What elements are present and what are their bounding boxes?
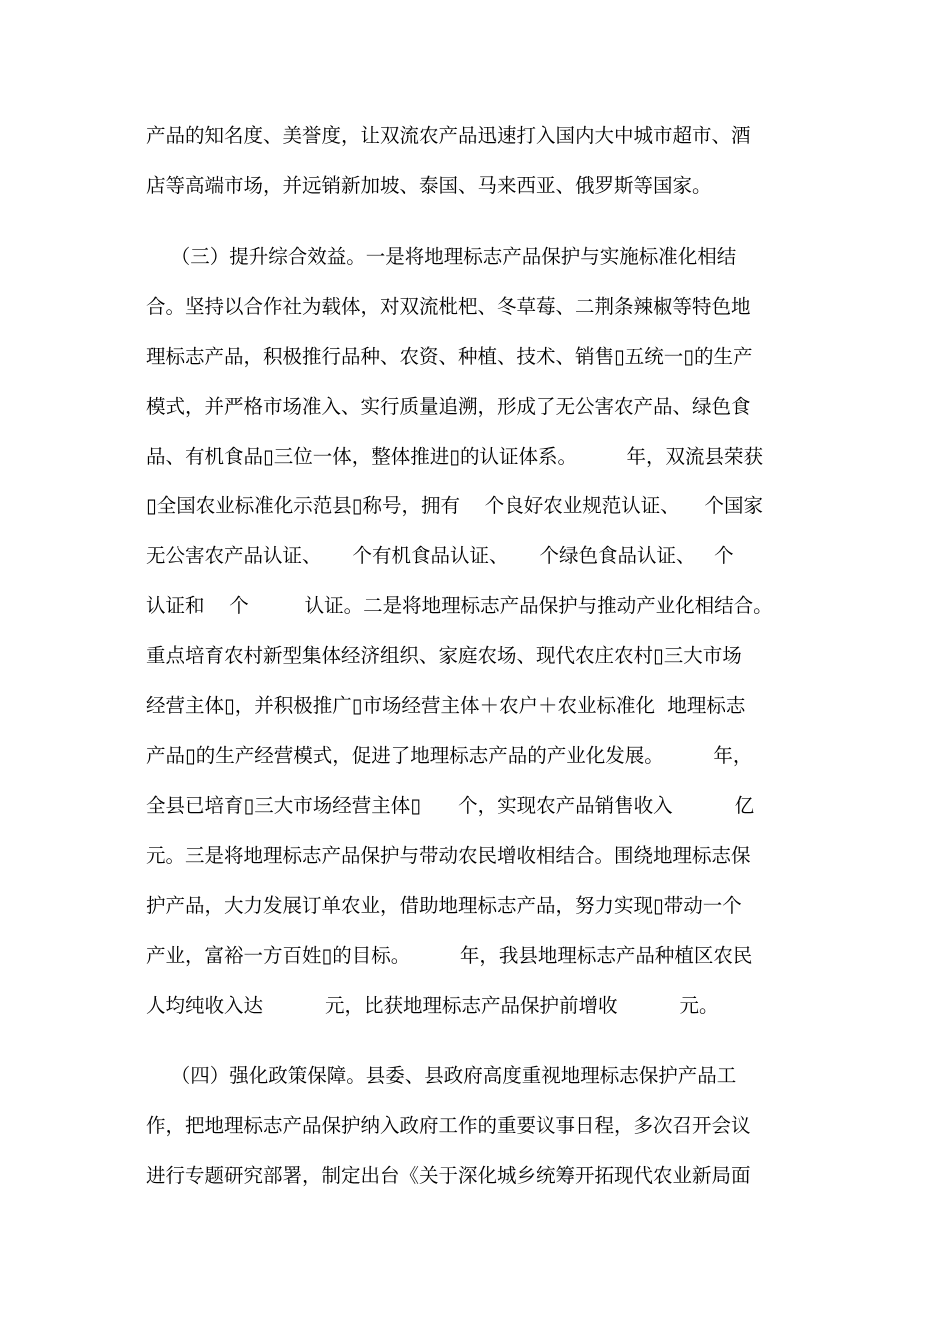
text-line: 模式，并严格市场准入、实行质量追溯，形成了无公害农产品、绿色食 bbox=[146, 395, 751, 418]
text-line: 作，把地理标志产品保护纳入政府工作的重要议事日程，多次召开会议 bbox=[146, 1114, 751, 1137]
text-line: 产品▯的生产经营模式，促进了地理标志产品的产业化发展。 年， bbox=[146, 744, 753, 767]
text-line: 重点培育农村新型集体经济组织、家庭农场、现代农庄农村▯三大市场 bbox=[146, 644, 742, 667]
text-line: 全县已培育▯三大市场经营主体▯ 个，实现农产品销售收入 亿 bbox=[146, 794, 755, 817]
text-line: 品、有机食品▯三位一体，整体推进▯的认证体系。 年，双流县荣获 bbox=[146, 445, 764, 468]
text-line: 合。坚持以合作社为载体，对双流枇杷、冬草莓、二荆条辣椒等特色地 bbox=[146, 295, 751, 318]
text-line: （三）提升综合效益。一是将地理标志产品保护与实施标准化相结 bbox=[146, 245, 737, 268]
text-line: 元。三是将地理标志产品保护与带动农民增收相结合。围绕地理标志保 bbox=[146, 844, 751, 867]
text-line: 店等高端市场，并远销新加坡、泰国、马来西亚、俄罗斯等国家。 bbox=[146, 174, 712, 197]
text-line: 产业，富裕一方百姓▯的目标。 年，我县地理标志产品种植区农民 bbox=[146, 944, 753, 967]
text-line: （四）强化政策保障。县委、县政府高度重视地理标志保护产品工 bbox=[146, 1064, 737, 1087]
text-line: ▯全国农业标准化示范县▯称号，拥有 个良好农业规范认证、 个国家 bbox=[146, 494, 764, 517]
text-line: 经营主体▯，并积极推广▯市场经营主体＋农户＋农业标准化 地理标志 bbox=[146, 694, 746, 717]
text-line: 理标志产品，积极推行品种、农资、种植、技术、销售▯五统一▯的生产 bbox=[146, 345, 753, 368]
text-line: 无公害农产品认证、 个有机食品认证、 个绿色食品认证、 个 bbox=[146, 544, 734, 567]
text-line: 护产品，大力发展订单农业，借助地理标志产品，努力实现▯带动一个 bbox=[146, 894, 742, 917]
text-line: 产品的知名度、美誉度，让双流农产品迅速打入国内大中城市超市、酒 bbox=[146, 124, 751, 147]
text-line: 人均纯收入达 元，比获地理标志产品保护前增收 元。 bbox=[146, 994, 719, 1017]
text-line: 认证和 个 认证。二是将地理标志产品保护与推动产业化相结合。 bbox=[146, 594, 773, 617]
text-line: 进行专题研究部署，制定出台《关于深化城乡统筹开拓现代农业新局面 bbox=[146, 1164, 751, 1187]
